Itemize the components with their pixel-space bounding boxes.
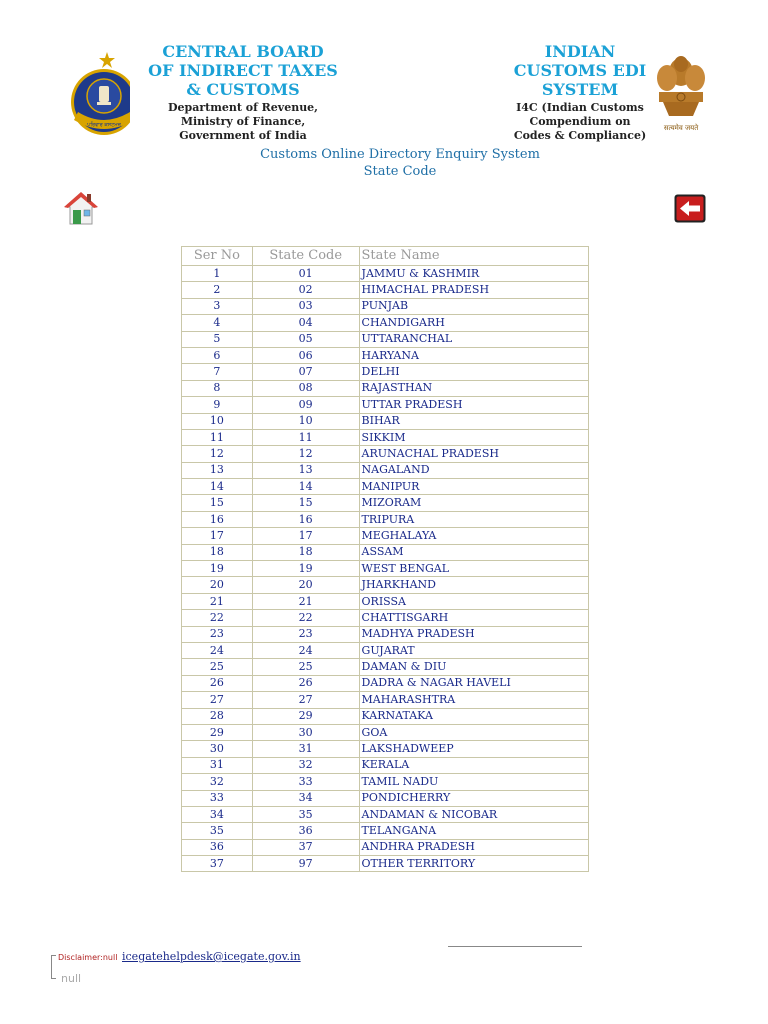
cell-state-name: PONDICHERRY (359, 790, 588, 806)
cell-ser-no: 4 (182, 315, 253, 331)
cell-state-code: 23 (252, 626, 359, 642)
table-row (182, 446, 589, 462)
table-row (182, 823, 589, 839)
cell-state-code: 32 (252, 757, 359, 773)
cell-ser-no: 2 (182, 282, 253, 298)
cell-ser-no: 25 (182, 659, 253, 675)
home-icon[interactable] (64, 190, 98, 226)
cell-ser-no: 8 (182, 380, 253, 396)
table-row (182, 577, 589, 593)
cell-ser-no: 30 (182, 741, 253, 757)
cell-state-code: 08 (252, 380, 359, 396)
table-row (182, 774, 589, 790)
table-row (182, 856, 589, 872)
cell-ser-no: 24 (182, 642, 253, 658)
cell-state-code: 17 (252, 528, 359, 544)
cell-state-code: 30 (252, 724, 359, 740)
national-emblem (653, 50, 709, 140)
cell-ser-no: 34 (182, 806, 253, 822)
cell-state-code: 25 (252, 659, 359, 675)
table-row (182, 724, 589, 740)
cell-state-code: 31 (252, 741, 359, 757)
cell-state-name: GUJARAT (359, 642, 588, 658)
table-header-row (182, 247, 589, 266)
cell-state-name: ORISSA (359, 593, 588, 609)
table-row (182, 528, 589, 544)
cell-ser-no: 26 (182, 675, 253, 691)
cell-state-name: SIKKIM (359, 429, 588, 445)
cell-state-name: JAMMU & KASHMIR (359, 266, 588, 282)
cell-state-name: NAGALAND (359, 462, 588, 478)
table-row (182, 544, 589, 560)
cell-state-name: DELHI (359, 364, 588, 380)
cell-state-code: 11 (252, 429, 359, 445)
icegate-header (505, 42, 715, 152)
table-row (182, 511, 589, 527)
cell-state-name: ARUNACHAL PRADESH (359, 446, 588, 462)
table-row (182, 757, 589, 773)
cell-ser-no: 6 (182, 347, 253, 363)
cell-state-name: DAMAN & DIU (359, 659, 588, 675)
table-row (182, 839, 589, 855)
cbic-sub-line-1: Department of Revenue, (167, 101, 319, 114)
cell-state-name: MAHARASHTRA (359, 692, 588, 708)
cell-state-code: 36 (252, 823, 359, 839)
table-row (182, 331, 589, 347)
table-row (182, 315, 589, 331)
cell-state-code: 05 (252, 331, 359, 347)
cell-state-name: OTHER TERRITORY (359, 856, 588, 872)
cell-ser-no: 15 (182, 495, 253, 511)
cell-state-code: 26 (252, 675, 359, 691)
cell-state-name: RAJASTHAN (359, 380, 588, 396)
cell-state-code: 01 (252, 266, 359, 282)
table-row (182, 642, 589, 658)
cell-state-code: 19 (252, 561, 359, 577)
cell-ser-no: 23 (182, 626, 253, 642)
cell-ser-no: 35 (182, 823, 253, 839)
table-row (182, 429, 589, 445)
cell-ser-no: 7 (182, 364, 253, 380)
cell-state-code: 04 (252, 315, 359, 331)
cell-state-code: 35 (252, 806, 359, 822)
cell-state-name: KARNATAKA (359, 708, 588, 724)
cell-state-code: 09 (252, 397, 359, 413)
cell-ser-no: 27 (182, 692, 253, 708)
cell-state-name: MEGHALAYA (359, 528, 588, 544)
cell-ser-no: 5 (182, 331, 253, 347)
cell-state-code: 12 (252, 446, 359, 462)
cbic-logo-text: ਪਰਿਵਾਰ ਕਸਟਮਜ਼ (87, 122, 121, 128)
cell-ser-no: 37 (182, 856, 253, 872)
cell-state-code: 18 (252, 544, 359, 560)
header-state-code: State Code (252, 247, 359, 266)
edi-sub-line-3: Codes & Compliance) (513, 129, 647, 142)
cell-ser-no: 1 (182, 266, 253, 282)
cell-ser-no: 21 (182, 593, 253, 609)
cell-state-name: PUNJAB (359, 298, 588, 314)
cell-state-code: 22 (252, 610, 359, 626)
disclaimer-text: Disclaimer:null (58, 953, 118, 962)
edi-title-line-1: INDIAN (544, 42, 616, 61)
cell-state-code: 33 (252, 774, 359, 790)
cell-state-name: UTTAR PRADESH (359, 397, 588, 413)
cbic-title-line-3: & CUSTOMS (186, 80, 300, 99)
cell-state-name: BIHAR (359, 413, 588, 429)
back-arrow-icon[interactable] (674, 194, 706, 223)
edi-sub-line-2: Compendium on (529, 115, 631, 128)
cell-ser-no: 17 (182, 528, 253, 544)
cell-ser-no: 3 (182, 298, 253, 314)
cell-ser-no: 31 (182, 757, 253, 773)
table-row (182, 266, 589, 282)
table-row (182, 659, 589, 675)
cell-state-name: MIZORAM (359, 495, 588, 511)
cell-state-name: DADRA & NAGAR HAVELI (359, 675, 588, 691)
edi-title-line-3: SYSTEM (541, 80, 619, 99)
cbic-title-line-1: CENTRAL BOARD (162, 42, 324, 61)
cbic-title-line-2: OF INDIRECT TAXES (148, 61, 338, 80)
cell-state-code: 29 (252, 708, 359, 724)
table-body (182, 266, 589, 872)
table-row (182, 380, 589, 396)
cell-state-code: 15 (252, 495, 359, 511)
cell-state-code: 21 (252, 593, 359, 609)
cell-ser-no: 22 (182, 610, 253, 626)
cell-state-name: HIMACHAL PRADESH (359, 282, 588, 298)
cell-state-name: MADHYA PRADESH (359, 626, 588, 642)
table-row (182, 364, 589, 380)
cell-state-name: GOA (359, 724, 588, 740)
cell-state-code: 10 (252, 413, 359, 429)
cell-ser-no: 18 (182, 544, 253, 560)
cell-state-code: 07 (252, 364, 359, 380)
table-row (182, 741, 589, 757)
table-row (182, 397, 589, 413)
cell-ser-no: 28 (182, 708, 253, 724)
cell-ser-no: 20 (182, 577, 253, 593)
cell-state-code: 34 (252, 790, 359, 806)
cell-state-code: 13 (252, 462, 359, 478)
cell-state-name: WEST BENGAL (359, 561, 588, 577)
cell-state-name: HARYANA (359, 347, 588, 363)
cell-state-code: 14 (252, 479, 359, 495)
cbic-sub-line-2: Ministry of Finance, (180, 115, 306, 128)
cell-ser-no: 11 (182, 429, 253, 445)
cell-ser-no: 36 (182, 839, 253, 855)
cell-state-name: ANDHRA PRADESH (359, 839, 588, 855)
footer-null-text: null (61, 972, 82, 985)
table-row (182, 561, 589, 577)
edi-sub-line-1: I4C (Indian Customs (516, 101, 644, 114)
table-row (182, 479, 589, 495)
header-ser-no: Ser No (182, 247, 253, 266)
cell-ser-no: 12 (182, 446, 253, 462)
cell-state-name: UTTARANCHAL (359, 331, 588, 347)
cbic-header (60, 42, 340, 152)
table-row (182, 282, 589, 298)
table-row (182, 790, 589, 806)
cell-ser-no: 32 (182, 774, 253, 790)
table-row (182, 495, 589, 511)
cell-state-name: ANDAMAN & NICOBAR (359, 806, 588, 822)
cell-ser-no: 33 (182, 790, 253, 806)
table-row (182, 692, 589, 708)
helpdesk-email-link[interactable]: icegatehelpdesk@icegate.gov.in (122, 950, 301, 963)
cell-ser-no: 9 (182, 397, 253, 413)
edi-title-line-2: CUSTOMS EDI (513, 61, 647, 80)
table-row (182, 675, 589, 691)
table-row (182, 626, 589, 642)
emblem-motto: सत्यमेव जयते (663, 124, 699, 132)
cell-ser-no: 14 (182, 479, 253, 495)
table-row (182, 806, 589, 822)
cell-state-name: TAMIL NADU (359, 774, 588, 790)
cell-state-code: 24 (252, 642, 359, 658)
cell-state-code: 97 (252, 856, 359, 872)
cell-state-name: MANIPUR (359, 479, 588, 495)
cell-state-name: JHARKHAND (359, 577, 588, 593)
table-row (182, 413, 589, 429)
cell-state-code: 20 (252, 577, 359, 593)
cell-state-name: ASSAM (359, 544, 588, 560)
footer-divider (448, 946, 582, 947)
cbic-logo (64, 52, 130, 142)
cell-state-name: KERALA (359, 757, 588, 773)
table-row (182, 610, 589, 626)
page-subtitle: State Code (363, 164, 437, 179)
cell-ser-no: 16 (182, 511, 253, 527)
table-row (182, 593, 589, 609)
cell-state-name: TRIPURA (359, 511, 588, 527)
table-row (182, 347, 589, 363)
cell-state-name: CHATTISGARH (359, 610, 588, 626)
table-row (182, 298, 589, 314)
header-state-name: State Name (359, 247, 588, 266)
system-title-block (0, 146, 768, 180)
cell-ser-no: 10 (182, 413, 253, 429)
cell-ser-no: 13 (182, 462, 253, 478)
cell-state-code: 16 (252, 511, 359, 527)
cell-ser-no: 29 (182, 724, 253, 740)
cell-state-name: CHANDIGARH (359, 315, 588, 331)
cell-state-code: 02 (252, 282, 359, 298)
state-code-table (181, 246, 589, 872)
table-row (182, 708, 589, 724)
cell-state-name: LAKSHADWEEP (359, 741, 588, 757)
system-title: Customs Online Directory Enquiry System (260, 147, 540, 162)
cell-state-name: TELANGANA (359, 823, 588, 839)
cell-state-code: 37 (252, 839, 359, 855)
cell-state-code: 27 (252, 692, 359, 708)
cell-state-code: 06 (252, 347, 359, 363)
cbic-sub-line-3: Government of India (179, 129, 307, 142)
cell-ser-no: 19 (182, 561, 253, 577)
table-row (182, 462, 589, 478)
cell-state-code: 03 (252, 298, 359, 314)
footer-bracket (51, 955, 56, 979)
